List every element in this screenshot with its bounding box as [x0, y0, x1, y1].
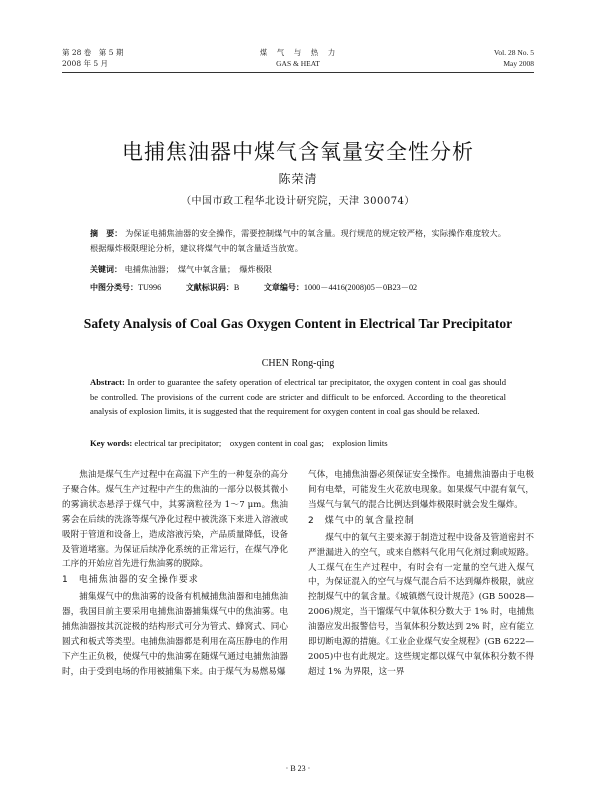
abstract-zh-label: 摘 要：	[90, 229, 123, 238]
keywords-en-text: electrical tar precipitator; oxygen content in coal gas; explosion limits	[134, 438, 388, 448]
publication-date-zh: 2008 年 5 月	[62, 59, 109, 68]
clc-label: 中图分类号：	[90, 283, 138, 292]
paper-title-zh: 电捕焦油器中煤气含氧量安全性分析	[122, 140, 474, 164]
section-heading-2: 2 煤气中的氧含量控制	[308, 515, 415, 526]
journal-name-en: GAS & HEAT	[276, 59, 320, 68]
body-paragraph: 捕集煤气中的焦油雾的设备有机械捕焦油器和电捕焦油器，我国目前主要采用电捕焦油器捕集煤气中的焦油雾。电捕焦油器按其沉淀极的结构形式可分为管式、蜂窝式、同心圆式和板式等类型。电捕焦油器都是利用在高压静电的作用下产生正负极，使煤气中的焦油雾在随煤气通过电捕焦油器时，由于受到电场的作用被捕集下来。由于煤气为易燃易爆	[62, 592, 288, 677]
keywords-zh-label: 关键词：	[90, 265, 122, 274]
body-paragraph: 煤气中的氧气主要来源于制造过程中设备及管道密封不严泄漏进入的空气，或来自燃料气化用气化剂过剩或短路。人工煤气在生产过程中，有时会有一定量的空气进入煤气中，为保证混入的空气与煤气混合后不达到爆炸极限，就应控制煤气中的氧含量。《城镇燃气设计规范》(GB 50028—2006)规定，当干馏煤气中氧体积分数大于 1% 时，电捕焦油器应发出报警信号，当氧体积分数达到 2% 时，应有能立即切断电源的措施。《工业企业煤气安全规程》(GB 6222—2005)中也有此规定。这些规定都以煤气中氧体积分数不得超过 1% 为界限，这一界	[308, 532, 534, 677]
body-paragraph-continued: 气体，电捕焦油器必须保证安全操作。电捕焦油器由于电极间有电晕，可能发生火花放电现象。如果煤气中混有氧气，当煤气与氧气的混合比例达到爆炸极限时就会发生爆炸。	[308, 470, 534, 510]
journal-name-zh: 煤 气 与 热 力	[259, 48, 337, 57]
volume-issue: 第 28 卷 第 5 期	[62, 48, 124, 57]
clc-value: TU996	[138, 283, 162, 292]
author-en: CHEN Rong-qing	[261, 358, 335, 369]
article-number-value: 1000－4416(2008)05－0B23－02	[303, 283, 418, 292]
abstract-zh	[90, 226, 506, 255]
paper-title-en: Safety Analysis of Coal Gas Oxygen Content in Electrical Tar Precipitator	[83, 316, 513, 331]
author-zh: 陈荣清	[278, 172, 318, 186]
abstract-en-text: In order to guarantee the safety operation of electrical tar precipitator, the oxygen content in coal gas should be controlled. The provisions of the current code are stricter and difficult to be enforced. According to the theoretical analysis of explosion limits, it is suggested that the requirement for oxygen content in coal gas should be relaxed.	[90, 377, 507, 417]
abstract-zh-text: 为保证电捕焦油器的安全操作，需要控制煤气中的氧含量。现行规范的规定较严格，实际操作难度较大。根据爆炸极限理论分析，建议将煤气中的氧含量适当放宽。	[90, 228, 506, 253]
body-column-right	[308, 468, 534, 680]
abstract-en	[90, 375, 506, 419]
publication-date-en: May 2008	[503, 59, 534, 68]
doc-code-label: 文献标识码：	[185, 283, 234, 292]
section-heading-1: 1 电捕焦油器的安全操作要求	[62, 575, 199, 586]
volume-issue-en: Vol. 28 No. 5	[493, 48, 534, 57]
keywords-zh	[90, 262, 506, 277]
header-divider	[62, 72, 534, 73]
body-paragraph: 焦油是煤气生产过程中在高温下产生的一种复杂的高分子聚合体。煤气生产过程中产生的焦油的一部分以极其微小的雾滴状态悬浮于煤气中，其雾滴粒径为 1～7 μm。焦油雾会在后续的洗涤等煤气净化过程中被洗涤下来进入溶液或吸附于管道和设备上，造成溶液污染，产品质量降低，设备及管道堵塞。为保证后续净化系统的正常运行，在煤气净化工序的开始应首先进行焦油雾的脱除。	[62, 470, 288, 570]
article-number-label: 文章编号：	[263, 283, 304, 292]
abstract-en-label: Abstract:	[90, 377, 125, 387]
journal-volume-info-en	[494, 47, 534, 69]
keywords-en	[90, 436, 506, 450]
body-column-left	[62, 468, 288, 680]
doc-code-value: B	[233, 283, 240, 292]
classification-line	[90, 280, 506, 295]
keywords-zh-text: 电捕焦油器； 煤气中氧含量； 爆炸极限	[124, 264, 272, 274]
page-number: · B 23 ·	[285, 764, 311, 773]
affiliation-zh: （中国市政工程华北设计研究院，天津 300074）	[181, 196, 415, 207]
keywords-en-label: Key words:	[90, 438, 133, 448]
